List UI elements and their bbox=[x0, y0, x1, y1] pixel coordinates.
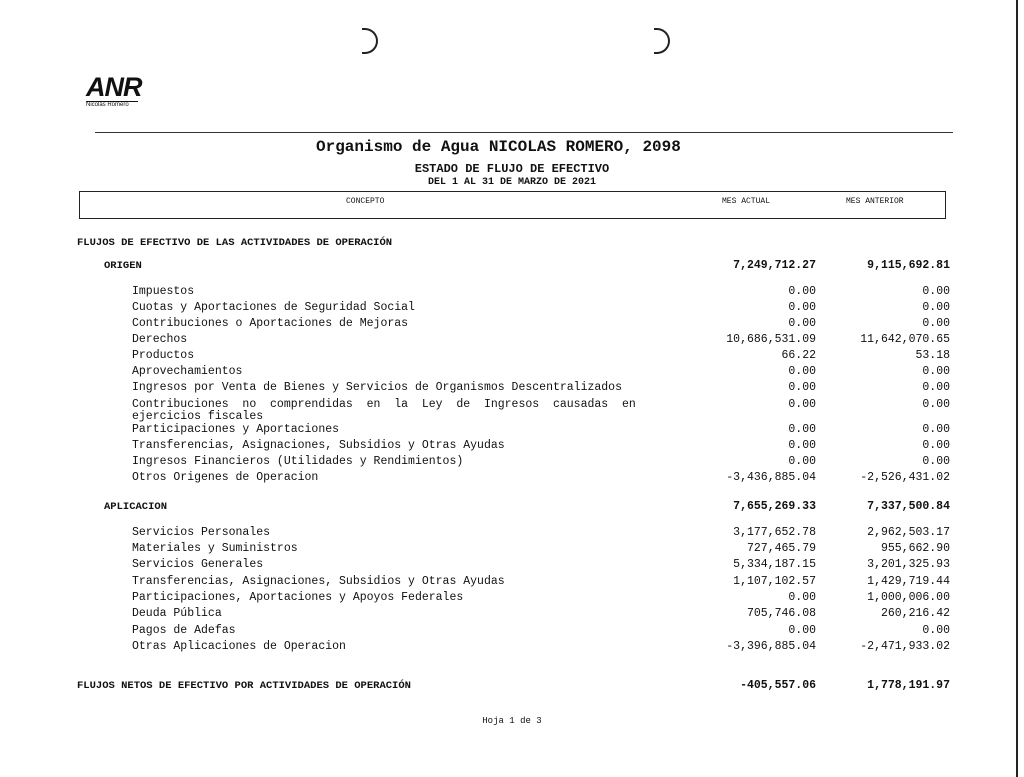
row-anterior: 0.00 bbox=[922, 365, 950, 378]
punch-hole-left bbox=[362, 28, 378, 54]
row-actual: 0.00 bbox=[788, 423, 816, 436]
row-label: Ingresos Financieros (Utilidades y Rendimientos) bbox=[132, 455, 464, 468]
page-footer: Hoja 1 de 3 bbox=[482, 716, 542, 726]
row-actual: 705,746.08 bbox=[746, 607, 816, 620]
row-label: Deuda Pública bbox=[132, 607, 222, 620]
table-row bbox=[0, 575, 1024, 591]
punch-hole-right bbox=[654, 28, 670, 54]
aplicacion-label: APLICACION bbox=[104, 501, 168, 513]
row-anterior: 0.00 bbox=[922, 381, 950, 394]
column-header-box bbox=[79, 191, 946, 219]
table-row bbox=[0, 526, 1024, 542]
row-label: Cuotas y Aportaciones de Seguridad Social bbox=[132, 301, 415, 314]
row-actual: 1,107,102.57 bbox=[733, 575, 816, 588]
row-label: Servicios Generales bbox=[132, 558, 264, 571]
row-label: Contribuciones no comprendidas en la Ley de Ingresos causadas en bbox=[132, 398, 636, 411]
row-anterior: 0.00 bbox=[922, 285, 950, 298]
row-anterior: 0.00 bbox=[922, 439, 950, 452]
column-header-mes-actual: MES ACTUAL bbox=[722, 197, 771, 206]
row-anterior: 0.00 bbox=[922, 398, 950, 411]
row-actual: 66.22 bbox=[781, 349, 816, 362]
row-actual: 0.00 bbox=[788, 624, 816, 637]
logo-mark: ANR bbox=[86, 72, 142, 102]
table-row bbox=[0, 301, 1024, 317]
row-actual: 0.00 bbox=[788, 381, 816, 394]
row-anterior: 1,000,006.00 bbox=[867, 591, 950, 604]
table-row bbox=[0, 365, 1024, 381]
section-title-operacion: FLUJOS DE EFECTIVO DE LAS ACTIVIDADES DE OPERACIÓN bbox=[77, 237, 393, 249]
row-anterior: 0.00 bbox=[922, 423, 950, 436]
row-actual: 0.00 bbox=[788, 301, 816, 314]
table-row bbox=[0, 558, 1024, 574]
row-label-continuation: ejercicios fiscales bbox=[132, 410, 264, 423]
row-anterior: 1,429,719.44 bbox=[867, 575, 950, 588]
row-actual: 0.00 bbox=[788, 398, 816, 411]
flujos-netos-anterior: 1,778,191.97 bbox=[867, 679, 950, 692]
logo-subtext: Nicolás Romero bbox=[86, 101, 138, 109]
column-header-mes-anterior: MES ANTERIOR bbox=[846, 197, 904, 206]
row-label: Transferencias, Asignaciones, Subsidios y Otras Ayudas bbox=[132, 439, 505, 452]
row-anterior: 0.00 bbox=[922, 317, 950, 330]
row-actual: -3,396,885.04 bbox=[726, 640, 816, 653]
aplicacion-actual: 7,655,269.33 bbox=[733, 500, 816, 513]
row-actual: 727,465.79 bbox=[746, 542, 816, 555]
row-label: Derechos bbox=[132, 333, 188, 346]
table-row bbox=[0, 471, 1024, 487]
table-row bbox=[0, 285, 1024, 301]
table-row bbox=[0, 381, 1024, 397]
row-label: Participaciones y Aportaciones bbox=[132, 423, 340, 436]
row-actual: 3,177,652.78 bbox=[733, 526, 816, 539]
origen-actual: 7,249,712.27 bbox=[733, 259, 816, 272]
aplicacion-total-row bbox=[0, 500, 1024, 516]
row-label: Materiales y Suministros bbox=[132, 542, 298, 555]
row-actual: -3,436,885.04 bbox=[726, 471, 816, 484]
table-row bbox=[0, 455, 1024, 471]
table-row bbox=[0, 423, 1024, 439]
row-anterior: -2,471,933.02 bbox=[860, 640, 950, 653]
row-actual: 5,334,187.15 bbox=[733, 558, 816, 571]
origen-label: ORIGEN bbox=[104, 260, 142, 272]
table-row bbox=[0, 439, 1024, 455]
table-row bbox=[0, 624, 1024, 640]
row-anterior: 11,642,070.65 bbox=[860, 333, 950, 346]
row-label: Contribuciones o Aportaciones de Mejoras bbox=[132, 317, 409, 330]
row-label: Productos bbox=[132, 349, 195, 362]
row-actual: 0.00 bbox=[788, 365, 816, 378]
table-row bbox=[0, 542, 1024, 558]
row-actual: 0.00 bbox=[788, 455, 816, 468]
aplicacion-anterior: 7,337,500.84 bbox=[867, 500, 950, 513]
document-period: DEL 1 AL 31 DE MARZO DE 2021 bbox=[427, 177, 597, 188]
table-row bbox=[0, 607, 1024, 623]
table-row bbox=[0, 317, 1024, 333]
row-label: Ingresos por Venta de Bienes y Servicios de Organismos Descentralizados bbox=[132, 381, 622, 394]
row-actual: 0.00 bbox=[788, 591, 816, 604]
flujos-netos-actual: -405,557.06 bbox=[740, 679, 816, 692]
row-label: Aprovechamientos bbox=[132, 365, 243, 378]
row-anterior: 2,962,503.17 bbox=[867, 526, 950, 539]
row-label: Impuestos bbox=[132, 285, 195, 298]
row-anterior: 53.18 bbox=[915, 349, 950, 362]
origen-total-row bbox=[0, 259, 1024, 275]
row-anterior: 0.00 bbox=[922, 624, 950, 637]
row-label: Otras Aplicaciones de Operacion bbox=[132, 640, 346, 653]
flujos-netos-label: FLUJOS NETOS DE EFECTIVO POR ACTIVIDADES DE OPERACIÓN bbox=[77, 680, 411, 692]
logo bbox=[86, 72, 142, 118]
row-anterior: 260,216.42 bbox=[880, 607, 950, 620]
row-actual: 0.00 bbox=[788, 285, 816, 298]
row-label: Servicios Personales bbox=[132, 526, 271, 539]
column-header-concepto: CONCEPTO bbox=[346, 197, 385, 206]
row-anterior: 0.00 bbox=[922, 455, 950, 468]
row-label: Otros Origenes de Operacion bbox=[132, 471, 319, 484]
row-anterior: -2,526,431.02 bbox=[860, 471, 950, 484]
row-actual: 10,686,531.09 bbox=[726, 333, 816, 346]
row-label: Pagos de Adefas bbox=[132, 624, 236, 637]
row-label: Participaciones, Aportaciones y Apoyos Federales bbox=[132, 591, 464, 604]
row-label: Transferencias, Asignaciones, Subsidios y Otras Ayudas bbox=[132, 575, 505, 588]
row-actual: 0.00 bbox=[788, 317, 816, 330]
row-anterior: 0.00 bbox=[922, 301, 950, 314]
row-actual: 0.00 bbox=[788, 439, 816, 452]
table-row bbox=[0, 640, 1024, 656]
document-subtitle: ESTADO DE FLUJO DE EFECTIVO bbox=[414, 162, 610, 176]
table-row bbox=[0, 591, 1024, 607]
row-anterior: 3,201,325.93 bbox=[867, 558, 950, 571]
table-row bbox=[0, 333, 1024, 349]
row-anterior: 955,662.90 bbox=[880, 542, 950, 555]
document-title: Organismo de Agua NICOLAS ROMERO, 2098 bbox=[316, 138, 681, 156]
origen-anterior: 9,115,692.81 bbox=[867, 259, 950, 272]
header-rule bbox=[95, 132, 953, 133]
flujos-netos-row bbox=[0, 679, 1024, 695]
table-row bbox=[0, 349, 1024, 365]
